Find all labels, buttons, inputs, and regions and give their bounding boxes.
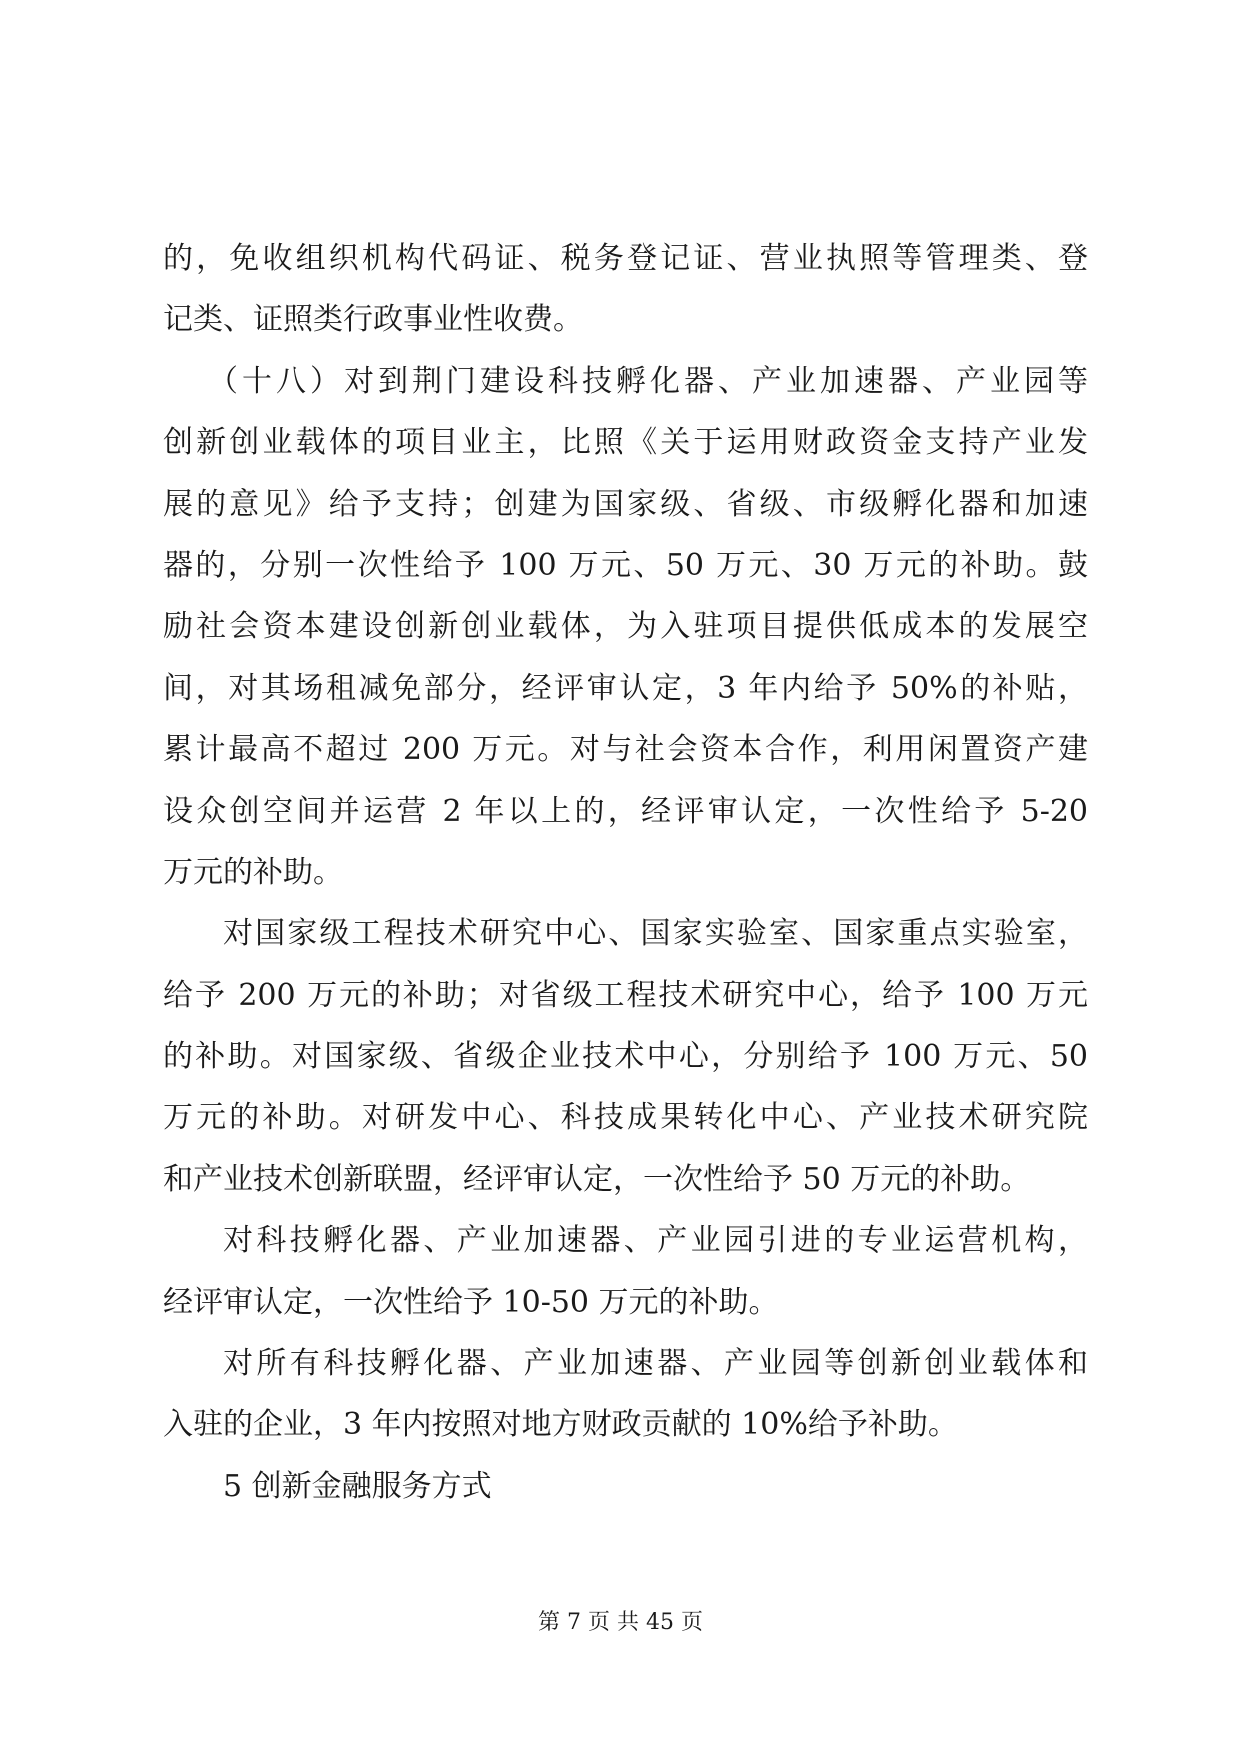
text-line: 经评审认定，一次性给予 10-50 万元的补助。 — [163, 1284, 779, 1320]
text-line: 展的意见》给予支持；创建为国家级、省级、市级孵化器和加速 — [163, 486, 1088, 522]
document-body — [163, 228, 1088, 1517]
page-footer: 第 7 页 共 45 页 — [538, 1610, 703, 1635]
text-line: 器的，分别一次性给予 100 万元、50 万元、30 万元的补助。鼓 — [163, 547, 1088, 583]
text-line: 励社会资本建设创新创业载体，为入驻项目提供低成本的发展空 — [163, 609, 1088, 645]
text-line: 间，对其场租减免部分，经评审认定，3 年内给予 50%的补贴， — [163, 670, 1088, 706]
text-line: 万元的补助。对研发中心、科技成果转化中心、产业技术研究院 — [163, 1100, 1088, 1136]
text-line: 对所有科技孵化器、产业加速器、产业园等创新创业载体和 — [223, 1346, 1088, 1382]
text-line: 的，免收组织机构代码证、税务登记证、营业执照等管理类、登 — [163, 241, 1088, 276]
text-line: 给予 200 万元的补助；对省级工程技术研究中心，给予 100 万元 — [163, 977, 1088, 1013]
text-line: 入驻的企业，3 年内按照对地方财政贡献的 10%给予补助。 — [163, 1407, 958, 1443]
text-line: 创新创业载体的项目业主，比照《关于运用财政资金支持产业发 — [163, 425, 1088, 461]
text-line: 万元的补助。 — [163, 854, 343, 890]
text-line: 设众创空间并运营 2 年以上的，经评审认定，一次性给予 5-20 — [163, 793, 1088, 829]
text-line: 对科技孵化器、产业加速器、产业园引进的专业运营机构， — [223, 1223, 1088, 1259]
text-line: （十八）对到荆门建设科技孵化器、产业加速器、产业园等 — [208, 363, 1088, 399]
text-line: 累计最高不超过 200 万元。对与社会资本合作，利用闲置资产建 — [163, 732, 1088, 768]
text-line: 记类、证照类行政事业性收费。 — [163, 302, 583, 338]
section-heading: 5 创新金融服务方式 — [223, 1468, 492, 1504]
text-line: 对国家级工程技术研究中心、国家实验室、国家重点实验室， — [223, 916, 1088, 952]
text-line: 的补助。对国家级、省级企业技术中心，分别给予 100 万元、50 — [163, 1039, 1088, 1075]
text-line: 和产业技术创新联盟，经评审认定，一次性给予 50 万元的补助。 — [163, 1161, 1031, 1197]
